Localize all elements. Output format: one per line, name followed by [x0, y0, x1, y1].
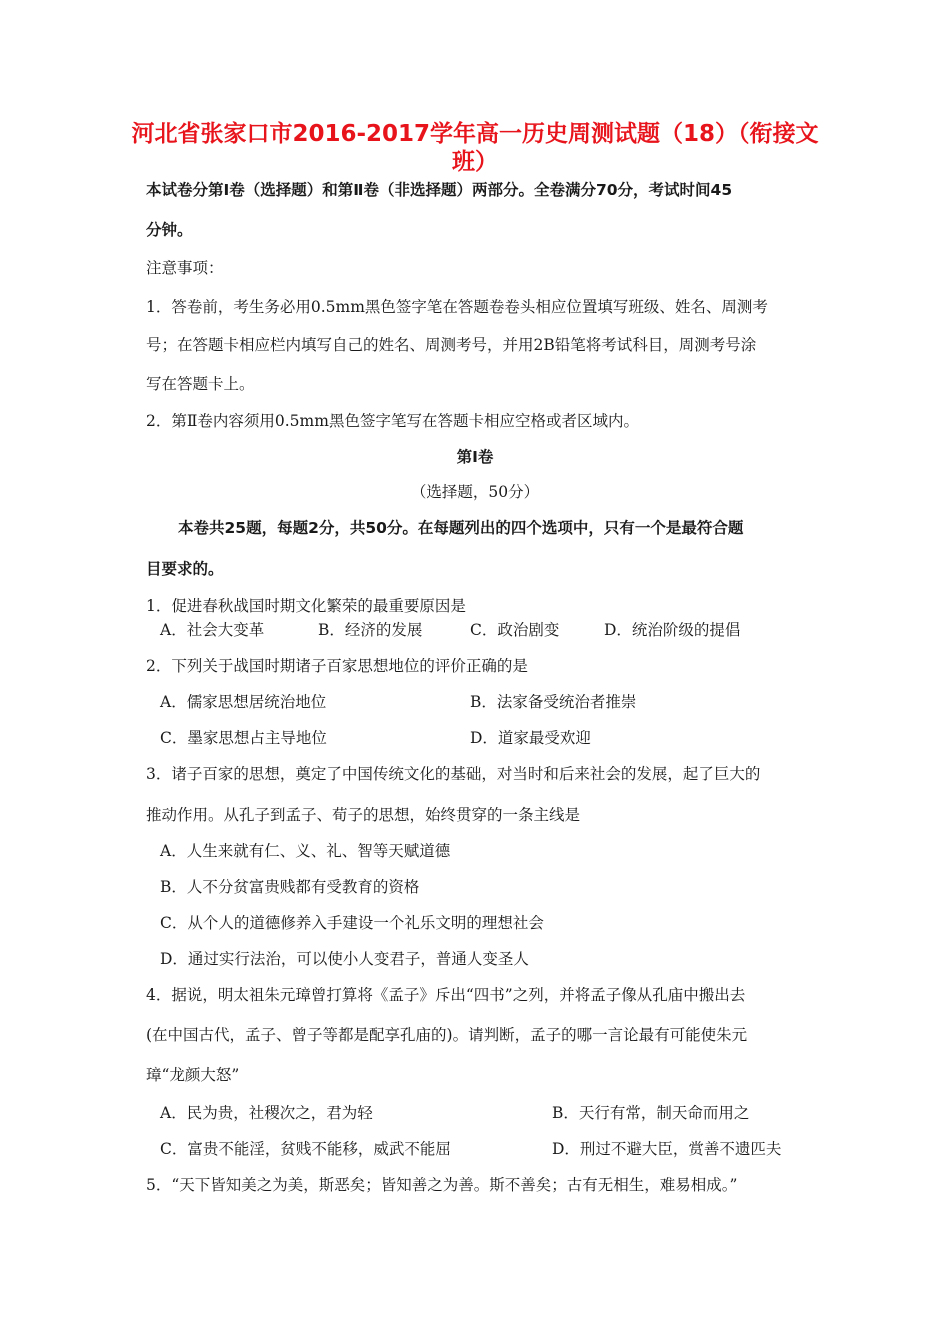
question-5-stem: 5．“天下皆知美之为美，斯恶矣；皆知善之为善。斯不善矣；古有无相生，难易相成。”	[146, 1176, 738, 1194]
question-4-option-a: A．民为贵，社稷次之，君为轻	[160, 1104, 373, 1122]
intro-line1: 本试卷分第Ⅰ卷（选择题）和第Ⅱ卷（非选择题）两部分。全卷满分70分，考试时间45	[146, 181, 733, 199]
question-3-option-c: C．从个人的道德修养入手建设一个礼乐文明的理想社会	[160, 914, 544, 932]
question-3-stem-line1: 3．诸子百家的思想，奠定了中国传统文化的基础，对当时和后来社会的发展，起了巨大的	[146, 765, 761, 783]
question-3-stem-line2: 推动作用。从孔子到孟子、荀子的思想，始终贯穿的一条主线是	[146, 806, 581, 824]
question-2-option-b: B．法家备受统治者推崇	[470, 693, 637, 711]
question-2-stem: 2．下列关于战国时期诸子百家思想地位的评价正确的是	[146, 657, 528, 675]
section-title: 第Ⅰ卷	[456, 448, 494, 466]
section-instructions-line1: 本卷共25题，每题2分，共50分。在每题列出的四个选项中，只有一个是最符合题	[178, 519, 744, 537]
notes-item1-line2: 号；在答题卡相应栏内填写自己的姓名、周测考号，并用2B铅笔将考试科目，周测考号涂	[146, 336, 757, 354]
question-2-option-a: A．儒家思想居统治地位	[160, 693, 327, 711]
notes-item1-line1: 1．答卷前，考生务必用0.5mm黑色签字笔在答题卷卷头相应位置填写班级、姓名、周测考	[146, 298, 768, 316]
question-1-option-b: B．经济的发展	[318, 621, 423, 639]
question-1-option-c: C．政治剧变	[470, 621, 560, 639]
question-1-option-d: D．统治阶级的提倡	[604, 621, 741, 639]
question-1-option-a: A．社会大变革	[160, 621, 265, 639]
section-instructions-line2: 目要求的。	[146, 560, 224, 578]
section-subtitle: （选择题，50分）	[410, 483, 540, 501]
exam-title-line2: 班）	[452, 149, 498, 175]
exam-title	[120, 120, 830, 176]
notes-item2: 2．第Ⅱ卷内容须用0.5mm黑色签字笔写在答题卡相应空格或者区域内。	[146, 412, 639, 430]
notes-heading: 注意事项：	[146, 259, 224, 277]
question-4-option-d: D．刑过不避大臣，赏善不遗匹夫	[552, 1140, 782, 1158]
question-1-stem: 1．促进春秋战国时期文化繁荣的最重要原因是	[146, 597, 466, 615]
intro-line2: 分钟。	[146, 221, 193, 239]
question-3-option-b: B．人不分贫富贵贱都有受教育的资格	[160, 878, 420, 896]
question-4-stem-line2: (在中国古代，孟子、曾子等都是配享孔庙的)。请判断，孟子的哪一言论最有可能使朱元	[146, 1026, 748, 1044]
question-4-option-b: B．天行有常，制天命而用之	[552, 1104, 750, 1122]
question-4-stem-line1: 4．据说，明太祖朱元璋曾打算将《孟子》斥出“四书”之列，并将孟子像从孔庙中搬出去	[146, 986, 746, 1004]
question-2-option-d: D．道家最受欢迎	[470, 729, 591, 747]
exam-title-line1: 河北省张家口市2016-2017学年高一历史周测试题（18）（衔接文	[131, 121, 819, 147]
question-3-option-a: A．人生来就有仁、义、礼、智等天赋道德	[160, 842, 451, 860]
question-4-option-c: C．富贵不能淫，贫贱不能移，威武不能屈	[160, 1140, 451, 1158]
question-4-stem-line3: 璋“龙颜大怒”	[146, 1066, 240, 1084]
question-3-option-d: D．通过实行法治，可以使小人变君子，普通人变圣人	[160, 950, 529, 968]
notes-item1-line3: 写在答题卡上。	[146, 375, 255, 393]
question-2-option-c: C．墨家思想占主导地位	[160, 729, 327, 747]
